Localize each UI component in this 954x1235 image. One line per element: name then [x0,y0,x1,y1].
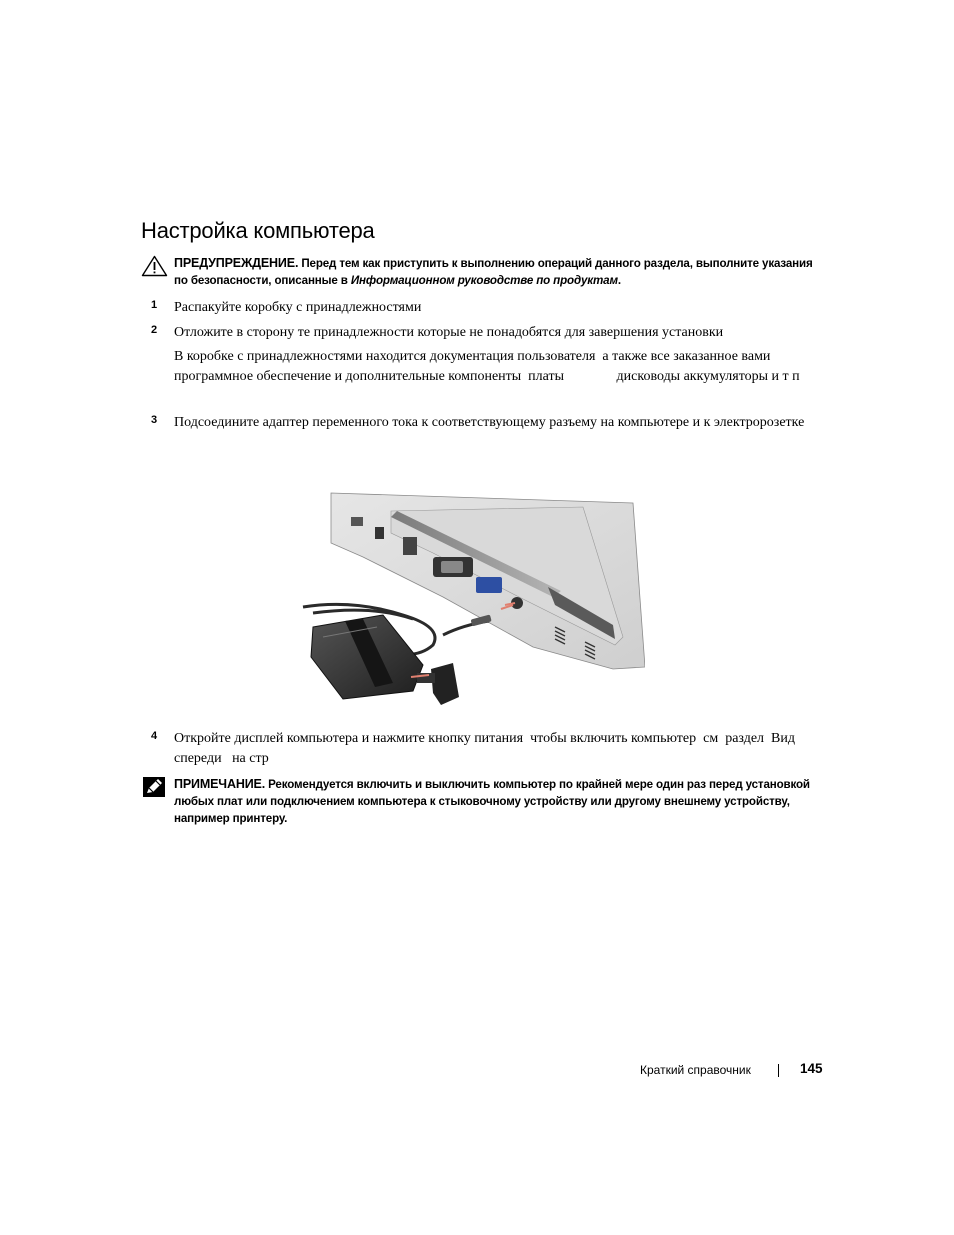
note-body: Рекомендуется включить и выключить компьютер по крайней мере один раз перед установкой любых плат или подключением компьютера к стыковочному устройству или другому внешнему устройству, например принтеру. [174,778,810,825]
step-number: 4 [151,730,158,742]
warning-notice [141,255,821,295]
step-number: 1 [151,299,158,311]
warning-triangle-icon [141,255,168,282]
note-notice [141,776,821,832]
footer-separator [778,1064,779,1077]
step-2 [151,323,821,345]
page-title: Настройка компьютера [141,218,375,243]
warning-label: ПРЕДУПРЕЖДЕНИЕ. [174,256,299,270]
page-number: 145 [800,1061,823,1076]
warning-doc-title: Информационном руководстве по продуктам [350,274,618,287]
step-text: Подсоедините адаптер переменного тока к соответствующему разъему на компьютере и к электророзетке [174,415,805,430]
step-text: Распакуйте коробку с принадлежностями [174,300,422,315]
note-label: ПРИМЕЧАНИЕ. [174,777,266,791]
step-2-paragraph: В коробке с принадлежностями находится документация пользователя а также все заказанное вами программное обеспечение и дополнительные компоненты платы дисководы аккумуляторы и т п [174,349,800,384]
warning-body: Перед тем как приступить к выполнению операций данного раздела, выполните указания по безопасности, описанные в [174,257,813,287]
warning-text [174,255,821,289]
step-number: 3 [151,414,158,426]
step-number: 2 [151,324,158,336]
step-3 [151,413,821,455]
step-text: Отложите в сторону те принадлежности которые не понадобятся для завершения установки [174,325,724,340]
step-4 [151,729,821,771]
note-text [174,776,821,827]
laptop-ac-adapter-illustration [293,487,645,713]
warning-end: . [617,274,621,287]
step-text: Откройте дисплей компьютера и нажмите кнопку питания чтобы включить компьютер см раздел Вид спереди на стр [174,731,799,766]
note-pencil-icon [143,777,165,802]
step-1 [151,298,821,320]
footer-section-title: Краткий справочник [640,1063,751,1077]
